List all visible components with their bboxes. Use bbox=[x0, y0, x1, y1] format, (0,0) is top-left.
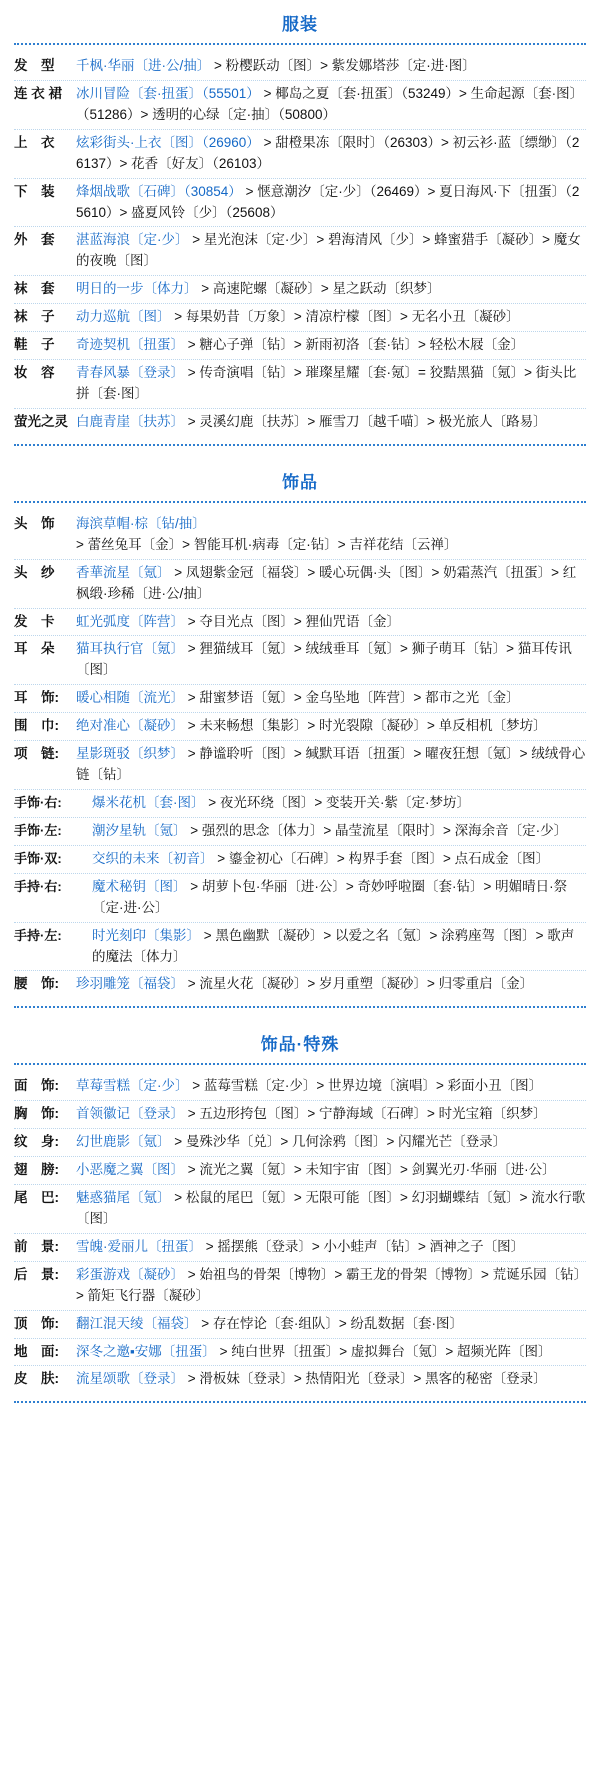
slot-content bbox=[76, 230, 586, 272]
section-divider-top bbox=[14, 43, 586, 45]
list-item bbox=[14, 970, 586, 998]
primary-item-link[interactable]: 炫彩街头·上衣〔图〕（26960） bbox=[76, 134, 260, 150]
primary-item-link[interactable]: 星影斑驳〔织梦〕 bbox=[76, 746, 184, 762]
primary-item-link[interactable]: 潮汐星轨〔氪〕 bbox=[92, 822, 187, 838]
slot-label: 耳 朵 bbox=[14, 641, 55, 657]
list-item bbox=[14, 53, 586, 80]
alternate-items: > 滑板妹〔登录〕> 热情阳光〔登录〕> 黑客的秘密〔登录〕 bbox=[187, 1371, 547, 1387]
list-item bbox=[14, 845, 586, 873]
alternate-items: > 夺目光点〔图〕> 狸仙咒语〔金〕 bbox=[187, 613, 401, 629]
alternate-items: > 高速陀螺〔凝砂〕> 星之跃动〔织梦〕 bbox=[201, 281, 441, 297]
slot-content bbox=[76, 688, 586, 709]
section-title: 服装 bbox=[282, 15, 318, 34]
alternate-items: > 流光之翼〔氪〕> 未知宇宙〔图〕> 剑翼光刃·华丽〔进·公〕 bbox=[187, 1162, 556, 1178]
alternate-items: > 星光泡沫〔定·少〕> 碧海清风〔少〕> 蜂蜜猎手〔凝砂〕> 魔女的夜晚〔图〕 bbox=[76, 232, 581, 269]
list-item bbox=[14, 873, 586, 922]
section-divider-bottom bbox=[14, 1401, 586, 1403]
slot-label: 外 套 bbox=[14, 232, 55, 248]
primary-item-link[interactable]: 海滨草帽·棕〔钻/抽〕 bbox=[76, 515, 206, 531]
primary-item-link[interactable]: 烽烟战歌〔石碑〕（30854） bbox=[76, 183, 242, 199]
slot-label: 头 纱 bbox=[14, 564, 55, 580]
primary-item-link[interactable]: 交织的未来〔初音〕 bbox=[92, 850, 214, 866]
alternate-items: > 未来畅想〔集影〕> 时光裂隙〔凝砂〕> 单反相机〔梦坊〕 bbox=[187, 718, 547, 734]
slot-content bbox=[92, 926, 586, 968]
primary-item-link[interactable]: 爆米花机〔套·图〕 bbox=[92, 794, 205, 810]
alternate-items: > 静谧聆听〔图〕> 缄默耳语〔扭蛋〕> 曜夜狂想〔氪〕> 绒绒骨心链〔钻〕 bbox=[76, 746, 586, 783]
alternate-items: > 黑色幽默〔凝砂〕> 以爱之名〔氪〕> 涂鸦座驾〔图〕> 歌声的魔法〔体力〕 bbox=[92, 927, 575, 964]
slot-content bbox=[76, 56, 586, 77]
slot-label: 手饰·右: bbox=[14, 794, 62, 810]
slot-content bbox=[76, 1188, 586, 1230]
slot-content bbox=[92, 877, 586, 919]
alternate-items: > 松鼠的尾巴〔氪〕> 无限可能〔图〕> 幻羽蝴蝶结〔氪〕> 流水行歌〔图〕 bbox=[76, 1190, 586, 1226]
alternate-items: > 椰岛之夏〔套·扭蛋〕（53249）> 生命起源〔套·图〕（51286）> 透明的心绿〔定·抽〕（50800） bbox=[76, 85, 584, 122]
list-item bbox=[14, 408, 586, 436]
slot-label: 袜 套 bbox=[14, 281, 55, 297]
slot-content bbox=[76, 335, 586, 356]
list-item bbox=[14, 1233, 586, 1261]
slot-content bbox=[76, 1237, 586, 1258]
section-rows bbox=[14, 51, 586, 438]
slot-content bbox=[76, 1104, 586, 1125]
slot-label: 面 饰: bbox=[14, 1078, 59, 1094]
alternate-items: > 灵溪幻鹿〔扶苏〕> 雁雪刀〔越千喵〕> 极光旅人〔路易〕 bbox=[187, 413, 547, 429]
primary-item-link[interactable]: 冰川冒险〔套·扭蛋〕（55501） bbox=[76, 85, 260, 101]
list-item bbox=[14, 1184, 586, 1233]
list-item bbox=[14, 80, 586, 129]
primary-item-link[interactable]: 雪魄·爱丽儿〔扭蛋〕 bbox=[76, 1238, 202, 1254]
primary-item-link[interactable]: 珍羽雕笼〔福袋〕 bbox=[76, 976, 184, 992]
slot-label: 腰 饰: bbox=[14, 976, 59, 992]
alternate-items: > 蕾丝兔耳〔金〕> 智能耳机·病毒〔定·钻〕> 吉祥花结〔云禅〕 bbox=[76, 536, 458, 552]
list-item bbox=[14, 789, 586, 817]
slot-label: 上 衣 bbox=[14, 134, 55, 150]
alternate-items: > 摇摆熊〔登录〕> 小小蛙声〔钻〕> 酒神之子〔图〕 bbox=[205, 1238, 525, 1254]
list-item bbox=[14, 511, 586, 559]
slot-label: 下 装 bbox=[14, 183, 55, 199]
slot-label: 妆 容 bbox=[14, 365, 55, 381]
alternate-items: > 鎏金初心〔石碑〕> 构界手套〔图〕> 点石成金〔图〕 bbox=[217, 850, 550, 866]
slot-label: 尾 巴: bbox=[14, 1190, 59, 1206]
list-item bbox=[14, 559, 586, 608]
primary-item-link[interactable]: 虹光弧度〔阵营〕 bbox=[76, 613, 184, 629]
slot-content bbox=[76, 307, 586, 328]
slot-content bbox=[76, 182, 586, 224]
list-item bbox=[14, 712, 586, 740]
slot-content bbox=[76, 514, 586, 556]
list-item bbox=[14, 1338, 586, 1366]
list-item bbox=[14, 359, 586, 408]
primary-item-link[interactable]: 流星颂歌〔登录〕 bbox=[76, 1371, 184, 1387]
alternate-items: > 始祖鸟的骨架〔博物〕> 霸王龙的骨架〔博物〕> 荒诞乐园〔钻〕> 箭矩飞行器〔凝砂〕 bbox=[76, 1266, 581, 1303]
alternate-items: > 流星火花〔凝砂〕> 岁月重塑〔凝砂〕> 归零重启〔金〕 bbox=[187, 976, 534, 992]
primary-item-link[interactable]: 猫耳执行官〔氪〕 bbox=[76, 641, 184, 657]
slot-label: 发 卡 bbox=[14, 613, 55, 629]
slot-content bbox=[76, 716, 586, 737]
primary-item-link[interactable]: 香華流星〔氪〕 bbox=[76, 564, 171, 580]
slot-content bbox=[92, 793, 586, 814]
alternate-items: > 五边形挎包〔图〕> 宁静海域〔石碑〕> 时光宝箱〔织梦〕 bbox=[187, 1106, 547, 1122]
slot-label: 连 衣 裙 bbox=[14, 85, 63, 101]
slot-label: 手持·右: bbox=[14, 878, 62, 894]
alternate-items: > 甜橙果冻〔限时〕（26303）> 初云衫·蓝〔缥缈〕（26137）> 花香〔好友〕（26103） bbox=[76, 134, 580, 171]
primary-item-link[interactable]: 绝对准心〔凝砂〕 bbox=[76, 718, 184, 734]
primary-item-link[interactable]: 明日的一步〔体力〕 bbox=[76, 281, 198, 297]
list-item bbox=[14, 684, 586, 712]
slot-content bbox=[76, 639, 586, 681]
slot-content bbox=[92, 849, 586, 870]
list-item bbox=[14, 178, 586, 227]
slot-label: 耳 饰: bbox=[14, 690, 59, 706]
slot-label: 袜 子 bbox=[14, 309, 55, 325]
slot-content bbox=[76, 84, 586, 126]
list-item bbox=[14, 740, 586, 789]
primary-item-link[interactable]: 翻江混天绫〔福袋〕 bbox=[76, 1315, 198, 1331]
alternate-items: > 蓝莓雪糕〔定·少〕> 世界边境〔演唱〕> 彩面小丑〔图〕 bbox=[192, 1078, 543, 1094]
alternate-items: > 传奇演唱〔钻〕> 璀璨星耀〔套·氪〕= 狡黠黑猫〔氪〕> 街头比拼〔套·图〕 bbox=[76, 365, 577, 401]
list-item bbox=[14, 1261, 586, 1310]
slot-content bbox=[76, 133, 586, 175]
slot-content bbox=[76, 363, 586, 405]
section-rows bbox=[14, 509, 586, 1001]
list-item bbox=[14, 1073, 586, 1100]
list-item bbox=[14, 1156, 586, 1184]
slot-label: 鞋 子 bbox=[14, 337, 55, 353]
slot-content bbox=[76, 279, 586, 300]
alternate-items: > 糖心子弹〔钻〕> 新雨初洛〔套·钻〕> 轻松木屐〔金〕 bbox=[187, 337, 525, 353]
primary-item-link[interactable]: 湛蓝海浪〔定·少〕 bbox=[76, 232, 189, 248]
slot-content bbox=[76, 412, 586, 433]
list-item bbox=[14, 303, 586, 331]
list-item bbox=[14, 226, 586, 275]
alternate-items: > 强烈的思念〔体力〕> 晶莹流星〔限时〕> 深海余音〔定·少〕 bbox=[190, 822, 568, 838]
slot-label: 手持·左: bbox=[14, 927, 62, 943]
slot-content bbox=[76, 1076, 586, 1097]
slot-label: 胸 饰: bbox=[14, 1106, 59, 1122]
slot-label: 围 巾: bbox=[14, 718, 59, 734]
list-item bbox=[14, 922, 586, 971]
slot-content bbox=[76, 1265, 586, 1307]
slot-label: 萤光之灵 bbox=[14, 413, 68, 429]
list-item bbox=[14, 331, 586, 359]
list-item bbox=[14, 275, 586, 303]
section-title: 饰品·特殊 bbox=[260, 1035, 340, 1055]
alternate-items: > 胡萝卜包·华丽〔进·公〕> 奇妙呼啦圈〔套·钻〕> 明媚晴日·祭〔定·进·公〕 bbox=[92, 878, 568, 915]
slot-label: 纹 身: bbox=[14, 1134, 59, 1150]
primary-item-link[interactable]: 深冬之邀▪安娜〔扭蛋〕 bbox=[76, 1343, 216, 1359]
primary-item-link[interactable]: 彩蛋游戏〔凝砂〕 bbox=[76, 1266, 184, 1282]
list-item bbox=[14, 1100, 586, 1128]
primary-item-link[interactable]: 魔术秘钥〔图〕 bbox=[92, 878, 187, 894]
slot-content bbox=[76, 1314, 586, 1335]
list-item bbox=[14, 1128, 586, 1156]
slot-label: 发 型 bbox=[14, 58, 55, 73]
slot-label: 后 景: bbox=[14, 1266, 59, 1282]
slot-content bbox=[76, 1369, 586, 1390]
section-spacer bbox=[14, 446, 586, 458]
primary-item-link[interactable]: 幻世鹿影〔氪〕 bbox=[76, 1134, 171, 1150]
slot-content bbox=[76, 612, 586, 633]
primary-item-link[interactable]: 时光刻印〔集影〕 bbox=[92, 927, 200, 943]
primary-item-link[interactable]: 暖心相随〔流光〕 bbox=[76, 690, 184, 706]
alternate-items: > 粉樱跃动〔图〕> 紫发娜塔莎〔定·进·图〕 bbox=[214, 58, 476, 73]
slot-label: 项 链: bbox=[14, 746, 59, 762]
primary-item-link[interactable]: 青春风暴〔登录〕 bbox=[76, 365, 184, 381]
section-rows bbox=[14, 1071, 586, 1395]
slot-label: 翅 膀: bbox=[14, 1162, 59, 1178]
slot-label: 地 面: bbox=[14, 1343, 59, 1359]
primary-item-link[interactable]: 小恶魔之翼〔图〕 bbox=[76, 1162, 184, 1178]
alternate-items: > 曼殊沙华〔兑〕> 几何涂鸦〔图〕> 闪耀光芒〔登录〕 bbox=[174, 1134, 507, 1150]
list-item bbox=[14, 129, 586, 178]
slot-label: 皮 肤: bbox=[14, 1371, 59, 1387]
slot-content bbox=[92, 821, 586, 842]
slot-label: 头 饰 bbox=[14, 515, 55, 531]
alternate-items: > 惬意潮汐〔定·少〕（26469）> 夏日海风·下〔扭蛋〕（25610）> 盛夏风铃〔少〕（25608） bbox=[76, 183, 580, 220]
alternate-items: > 夜光环绕〔图〕> 变装开关·紫〔定·梦坊〕 bbox=[208, 794, 471, 810]
list-item bbox=[14, 817, 586, 845]
slot-content bbox=[76, 563, 586, 605]
slot-label: 顶 饰: bbox=[14, 1315, 59, 1331]
alternate-items: > 存在悖论〔套·组队〕> 纷乱数据〔套·图〕 bbox=[201, 1315, 464, 1331]
primary-item-link[interactable]: 奇迹契机〔扭蛋〕 bbox=[76, 337, 184, 353]
slot-content bbox=[76, 744, 586, 786]
slot-label: 手饰·双: bbox=[14, 850, 62, 866]
section-spacer bbox=[14, 1008, 586, 1020]
slot-content bbox=[76, 974, 586, 995]
primary-item-link[interactable]: 动力巡航〔图〕 bbox=[76, 309, 171, 325]
list-item bbox=[14, 1310, 586, 1338]
slot-content bbox=[76, 1160, 586, 1181]
list-item bbox=[14, 608, 586, 636]
slot-content bbox=[76, 1342, 586, 1363]
alternate-items: > 凤翅紫金冠〔福袋〕> 暖心玩偶·头〔图〕> 奶霜蒸汽〔扭蛋〕> 红枫缎·珍稀〔进·公/抽〕 bbox=[76, 564, 577, 601]
alternate-items: > 狸猫绒耳〔氪〕> 绒绒垂耳〔氪〕> 狮子萌耳〔钻〕> 猫耳传讯〔图〕 bbox=[76, 641, 572, 678]
slot-label: 手饰·左: bbox=[14, 822, 62, 838]
primary-item-link[interactable]: 千枫·华丽〔进·公/抽〕 bbox=[76, 58, 211, 73]
section-divider-top bbox=[14, 501, 586, 503]
slot-content bbox=[76, 1132, 586, 1153]
alternate-items: > 每果奶昔〔万象〕> 清凉柠檬〔图〕> 无名小丑〔凝砂〕 bbox=[174, 309, 520, 325]
section-divider-top bbox=[14, 1063, 586, 1065]
primary-item-link[interactable]: 首领徽记〔登录〕 bbox=[76, 1106, 184, 1122]
alternate-items: > 纯白世界〔扭蛋〕> 虚拟舞台〔氪〕> 超频光阵〔图〕 bbox=[219, 1343, 552, 1359]
primary-item-link[interactable]: 魅惑猫尾〔氪〕 bbox=[76, 1190, 171, 1206]
primary-item-link[interactable]: 白鹿青崖〔扶苏〕 bbox=[76, 413, 184, 429]
slot-label: 前 景: bbox=[14, 1238, 59, 1254]
primary-item-link[interactable]: 草莓雪糕〔定·少〕 bbox=[76, 1078, 189, 1094]
alternate-items: > 甜蜜梦语〔氪〕> 金乌坠地〔阵营〕> 都市之光〔金〕 bbox=[187, 690, 520, 706]
list-item bbox=[14, 635, 586, 684]
list-item bbox=[14, 1365, 586, 1393]
section-title: 饰品 bbox=[282, 472, 318, 492]
